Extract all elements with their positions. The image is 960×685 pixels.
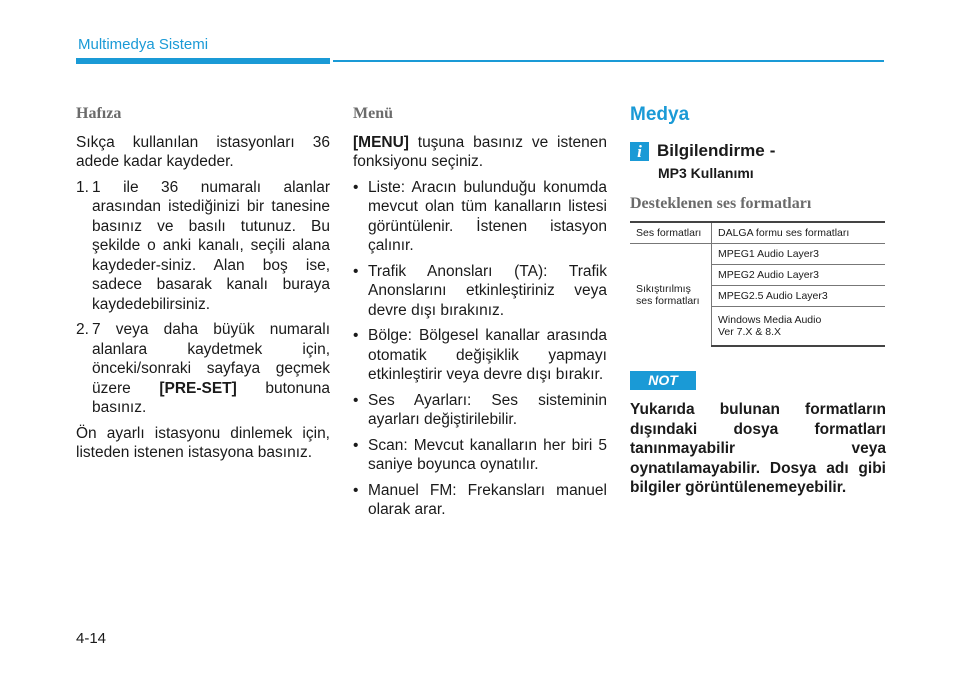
bullet-text: Ses Ayarları: Ses sisteminin ayarları değiştirilebilir. [368, 391, 607, 428]
list-item-text: 7 veya daha büyük numaralı alanlara kaydetmek için, önceki/sonraki sayfaya geçmek üzere [92, 321, 330, 397]
bullet-icon: • [353, 481, 359, 499]
table-header-cell: Ses formatları [630, 222, 712, 244]
note-text: Yukarıda bulunan formatların dışındaki dosya formatları tanınmayabilir veya oynatılamayabilir. Dosya adı gibi bilgiler görüntülenemeyebilir. [630, 401, 886, 496]
bullet-text: Scan: Mevcut kanalların her biri 5 saniye boyunca oynatılır. [368, 436, 607, 473]
bullet-text: Liste: Aracın bulunduğu konumda mevcut olan tüm kanalların listesi görüntülenir. İstenen istasyon çalınır. [368, 178, 607, 254]
table-cell: MPEG1 Audio Layer3 [712, 244, 886, 265]
bullet-item [353, 391, 607, 430]
table-cell [712, 307, 886, 347]
bullet-icon: • [353, 327, 359, 344]
bullet-item [353, 178, 607, 256]
formats-table [630, 221, 885, 347]
header-bar [76, 58, 330, 64]
table-row [630, 244, 885, 265]
list-item [76, 178, 330, 315]
bullet-text: Bölge: Bölgesel kanallar arasında otomatik değişiklik yapmayı etkinleştirir veya devre dışı bırakır. [368, 327, 607, 383]
note-badge: NOT [630, 371, 696, 390]
table-cell-line: Windows Media Audio [718, 314, 822, 326]
info-subtitle: MP3 Kullanımı [658, 165, 754, 181]
formats-title: Desteklenen ses formatları [630, 194, 812, 212]
info-dash: - [769, 141, 776, 161]
bullet-item [353, 326, 607, 385]
section-heading-hafiza: Hafıza [76, 105, 122, 122]
list-number: 2. [76, 321, 89, 338]
paragraph: Ön ayarlı istasyonu dinlemek için, listeden istenen istasyona basınız. [76, 424, 330, 461]
bullet-text: Trafik Anonsları (TA): Trafik Anonslarını etkinleştiriniz veya devre dışı bırakınız. [368, 262, 607, 319]
paragraph-text: tuşuna basınız ve istenen fonksiyonu seçiniz. [353, 133, 607, 170]
column-hafiza [76, 104, 330, 469]
paragraph [353, 133, 607, 172]
bullet-item [353, 481, 607, 520]
menu-button-label: [MENU] [353, 133, 409, 151]
info-header [630, 140, 886, 162]
list-item-text: 1 ile 36 numaralı alanlar arasından istediğinizi bir tanesine basınız ve basılı tutunuz. Bu şekilde o anki kanalı, seçili alana kaydeder-siniz. Alan boş ise, sadece basarak kanalı buraya kaydedebilirsiniz. [92, 178, 330, 313]
table-cell: MPEG2 Audio Layer3 [712, 265, 886, 286]
column-menu [353, 104, 607, 526]
table-header-row [630, 222, 885, 244]
list-item [76, 320, 330, 418]
header-title: Multimedya Sistemi [78, 36, 209, 53]
info-icon: i [630, 142, 649, 161]
header-rule [333, 60, 884, 62]
bullet-item [353, 436, 607, 475]
bullet-icon: • [353, 391, 359, 409]
bullet-text: Manuel FM: Frekansları manuel olarak arar. [368, 481, 607, 518]
preset-button-label: [PRE-SET] [159, 379, 237, 397]
table-cell-line: Ver 7.X & 8.X [718, 326, 782, 338]
bullet-icon: • [353, 178, 359, 196]
section-heading-menu: Menü [353, 105, 393, 122]
table-header-cell: DALGA formu ses formatları [712, 222, 886, 244]
list-item-text-end: butonuna basınız. [92, 379, 330, 416]
table-group-label: Sıkıştırılmış ses formatları [630, 244, 712, 347]
bullet-item [353, 262, 607, 321]
page-number: 4-14 [76, 630, 107, 647]
table-cell: MPEG2.5 Audio Layer3 [712, 286, 886, 307]
paragraph: Sıkça kullanılan istasyonları 36 adede kadar kaydeder. [76, 133, 330, 170]
section-heading-medya: Medya [630, 104, 690, 125]
bullet-icon: • [353, 436, 359, 454]
list-number: 1. [76, 178, 89, 196]
bullet-icon: • [353, 262, 359, 280]
info-title: Bilgilendirme [657, 141, 765, 161]
column-medya [630, 104, 886, 498]
